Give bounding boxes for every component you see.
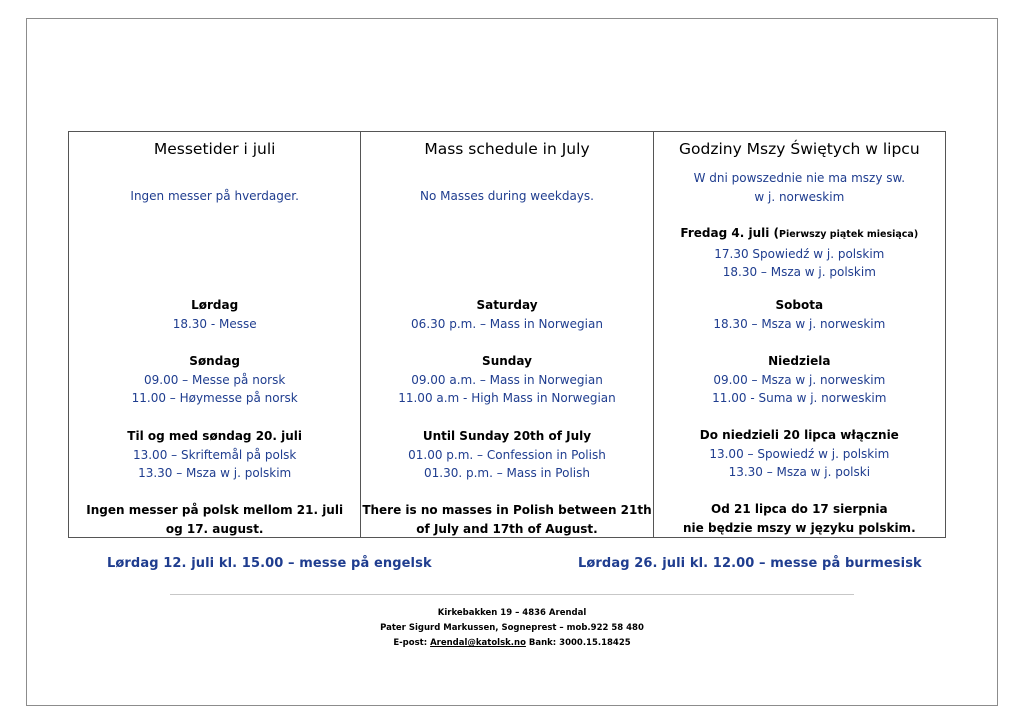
friday-heading [654,224,945,245]
email-link[interactable]: Arendal@katolsk.no [430,638,526,648]
sunday-block [69,352,360,408]
until-block [69,427,360,483]
until-heading: Til og med søndag 20. juli [127,429,303,443]
saturday-line: 18.30 - Messe [172,316,257,331]
saturday-block [654,296,945,333]
friday-line-1: 17.30 Spowiedź w j. polskim [714,246,885,261]
sunday-line-2: 11.00 a.m - High Mass in Norwegian [398,391,616,405]
sunday-line-2: 11.00 - Suma w j. norweskim [712,391,887,405]
footer-address: Kirkebakken 19 – 4836 Arendal [437,608,587,618]
friday-block [654,224,945,282]
saturday-heading: Sobota [775,298,824,312]
weekday-note-line-2: w j. norweskim [754,189,845,204]
closing-note [361,501,652,538]
saturday-block [69,296,360,333]
until-heading: Do niedzieli 20 lipca włącznie [699,428,899,442]
until-line-2: 13.30 – Msza w j. polskim [138,466,292,480]
sunday-line-1: 09.00 a.m. – Mass in Norwegian [411,372,603,387]
closing-note-line-2: of July and 17th of August. [416,521,598,536]
schedule-table [68,131,946,538]
sunday-line-1: 09.00 – Messe på norsk [144,372,286,387]
weekday-note: Ingen messer på hverdager. [130,189,299,203]
saturday-block [361,296,652,333]
friday-heading-text: Fredag 4. juli ( [680,226,779,240]
saturday-heading: Lørdag [191,298,239,312]
saturday-heading: Saturday [476,298,538,312]
column-title: Godziny Mszy Świętych w lipcu [678,140,920,158]
footer [0,606,1024,651]
sunday-heading: Søndag [189,354,241,368]
footer-divider [170,594,854,595]
sunday-block [654,352,945,408]
until-line-1: 13.00 – Skriftemål på polsk [132,447,297,462]
saturday-line: 18.30 – Msza w j. norweskim [713,316,886,331]
bank-info: Bank: 3000.15.18425 [525,638,631,648]
until-line-2: 01.30. p.m. – Mass in Polish [423,466,590,480]
until-heading: Until Sunday 20th of July [422,429,592,443]
closing-note-line-2: nie będzie mszy w języku polskim. [683,520,916,535]
sunday-line-1: 09.00 – Msza w j. norweskim [713,372,886,387]
closing-note-line-2: og 17. august. [165,521,264,536]
closing-note [69,501,360,538]
column-norwegian [69,132,360,537]
special-mass-burmese: Lørdag 26. juli kl. 12.00 – messe på burmesisk [578,556,922,571]
friday-line-2: 18.30 – Msza w j. polskim [722,265,876,279]
saturday-line: 06.30 p.m. – Mass in Norwegian [411,316,603,331]
until-line-1: 01.00 p.m. – Confession in Polish [408,447,606,462]
closing-note [654,500,945,537]
column-polish [653,132,945,537]
column-english [360,132,652,537]
closing-note-line-1: There is no masses in Polish between 21th [362,503,652,517]
closing-note-line-1: Ingen messer på polsk mellom 21. juli [86,503,344,517]
closing-note-line-1: Od 21 lipca do 17 sierpnia [711,502,888,516]
sunday-block [361,352,652,408]
weekday-note: No Masses during weekdays. [419,189,594,203]
until-block [361,427,652,483]
sunday-line-2: 11.00 – Høymesse på norsk [131,391,298,405]
until-block [654,426,945,482]
special-mass-english: Lørdag 12. juli kl. 15.00 – messe på engelsk [107,556,432,571]
friday-heading-note: Pierwszy piątek miesiąca) [779,229,919,240]
weekday-note [654,169,945,206]
column-title: Mass schedule in July [424,140,590,158]
column-title: Messetider i juli [153,140,276,158]
email-label: E-post: [393,638,431,648]
footer-contact [0,636,1024,651]
until-line-2: 13.30 – Msza w j. polski [728,465,871,479]
sunday-heading: Niedziela [768,354,831,368]
sunday-heading: Sunday [482,354,532,368]
footer-priest: Pater Sigurd Markussen, Sogneprest – mob.922 58 480 [380,623,644,633]
until-line-1: 13.00 – Spowiedź w j. polskim [709,446,890,461]
weekday-note-line-1: W dni powszednie nie ma mszy sw. [693,171,906,185]
